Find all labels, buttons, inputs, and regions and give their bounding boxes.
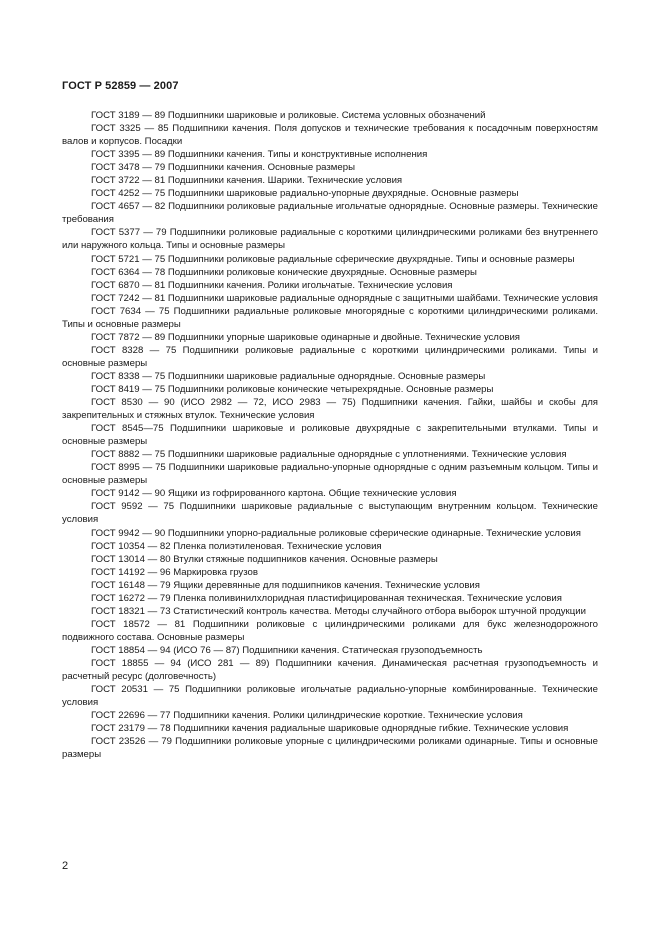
page-number: 2 <box>62 860 69 872</box>
reference-item: ГОСТ 7242 — 81 Подшипники шариковые радиальные однорядные с защитными шайбами. Технические условия <box>91 292 599 304</box>
reference-item: ГОСТ 8995 — 75 Подшипники шариковые радиально-упорные однорядные с одним разъемным кольцом. Типы и основные размеры <box>62 462 598 487</box>
reference-item: ГОСТ 4657 — 82 Подшипники роликовые радиальные игольчатые однорядные. Основные размеры. Технические требования <box>62 201 598 226</box>
reference-item: ГОСТ 6364 — 78 Подшипники роликовые конические двухрядные. Основные размеры <box>91 266 477 278</box>
reference-item: ГОСТ 4252 — 75 Подшипники шариковые радиально-упорные двухрядные. Основные размеры <box>91 188 519 200</box>
reference-item: ГОСТ 8338 — 75 Подшипники шариковые радиальные однорядные. Основные размеры <box>91 370 486 382</box>
reference-item: ГОСТ 6870 — 81 Подшипники качения. Ролики игольчатые. Технические условия <box>91 279 453 291</box>
reference-item: ГОСТ 18854 — 94 (ИСО 76 — 87) Подшипники качения. Статическая грузоподъемность <box>91 644 483 656</box>
reference-item: ГОСТ 16148 — 79 Ящики деревянные для подшипников качения. Технические условия <box>91 579 480 591</box>
reference-item: ГОСТ 8545—75 Подшипники шариковые и роликовые двухрядные с закрепительными втулками. Типы и основные размеры <box>62 423 598 448</box>
reference-item: ГОСТ 13014 — 80 Втулки стяжные подшипников качения. Основные размеры <box>91 553 438 565</box>
reference-item: ГОСТ 3395 — 89 Подшипники качения. Типы и конструктивные исполнения <box>91 149 428 161</box>
reference-item: ГОСТ 14192 — 96 Маркировка грузов <box>91 566 258 578</box>
document-header: ГОСТ Р 52859 — 2007 <box>62 80 179 92</box>
reference-item: ГОСТ 9592 — 75 Подшипники шариковые радиальные с выступающим внутренним кольцом. Технические условия <box>62 501 598 526</box>
reference-item: ГОСТ 3189 — 89 Подшипники шариковые и роликовые. Система условных обозначений <box>91 110 486 121</box>
reference-item: ГОСТ 7634 — 75 Подшипники радиальные роликовые многорядные с короткими цилиндрическими роликами. Типы и основные размеры <box>62 305 598 330</box>
normative-references-list <box>62 109 598 761</box>
reference-item: ГОСТ 18572 — 81 Подшипники роликовые с цилиндрическими роликами для букс железнодорожного подвижного состава. Основные размеры <box>62 618 598 643</box>
reference-item: ГОСТ 9942 — 90 Подшипники упорно-радиальные роликовые сферические одинарные. Технические условия <box>91 527 581 539</box>
reference-item: ГОСТ 18321 — 73 Статистический контроль качества. Методы случайного отбора выборок штучной продукции <box>91 605 586 617</box>
reference-item: ГОСТ 3478 — 79 Подшипники качения. Основные размеры <box>91 162 355 174</box>
reference-item: ГОСТ 18855 — 94 (ИСО 281 — 89) Подшипники качения. Динамическая расчетная грузоподъемность и расчетный ресурс (долговечность) <box>62 657 598 683</box>
reference-item: ГОСТ 5377 — 79 Подшипники роликовые радиальные с короткими цилиндрическими роликами без внутреннего или наружного кольца. Типы и основные размеры <box>62 227 598 252</box>
reference-item: ГОСТ 8419 — 75 Подшипники роликовые конические четырехрядные. Основные размеры <box>91 383 494 395</box>
reference-item: ГОСТ 16272 — 79 Пленка поливинилхлоридная пластифицированная техническая. Технические условия <box>91 592 562 604</box>
reference-item: ГОСТ 5721 — 75 Подшипники роликовые радиальные сферические двухрядные. Типы и основные размеры <box>91 253 575 265</box>
reference-item: ГОСТ 8530 — 90 (ИСО 2982 — 72, ИСО 2983 — 75) Подшипники качения. Гайки, шайбы и скобы для закрепительных и стяжных втулок. Технические условия <box>62 397 598 422</box>
reference-item: ГОСТ 8882 — 75 Подшипники шариковые радиальные однорядные с уплотнениями. Технические условия <box>91 449 567 461</box>
reference-item: ГОСТ 20531 — 75 Подшипники роликовые игольчатые радиально-упорные комбинированные. Технические условия <box>62 684 598 709</box>
reference-item: ГОСТ 23179 — 78 Подшипники качения радиальные шариковые однорядные гибкие. Технические условия <box>91 723 569 735</box>
reference-item: ГОСТ 23526 — 79 Подшипники роликовые упорные с цилиндрическими роликами одинарные. Типы и основные размеры <box>62 736 598 761</box>
reference-item: ГОСТ 22696 — 77 Подшипники качения. Ролики цилиндрические короткие. Технические условия <box>91 710 523 722</box>
reference-item: ГОСТ 8328 — 75 Подшипники роликовые радиальные с короткими цилиндрическими роликами. Типы и основные размеры <box>62 344 598 369</box>
reference-item: ГОСТ 10354 — 82 Пленка полиэтиленовая. Технические условия <box>91 540 382 552</box>
reference-item: ГОСТ 9142 — 90 Ящики из гофрированного картона. Общие технические условия <box>91 488 457 500</box>
reference-item: ГОСТ 3325 — 85 Подшипники качения. Поля допусков и технические требования к посадочным поверхностям валов и корпусов. Посадки <box>62 123 598 148</box>
reference-item: ГОСТ 7872 — 89 Подшипники упорные шариковые одинарные и двойные. Технические условия <box>91 331 521 343</box>
reference-item: ГОСТ 3722 — 81 Подшипники качения. Шарики. Технические условия <box>91 175 403 187</box>
